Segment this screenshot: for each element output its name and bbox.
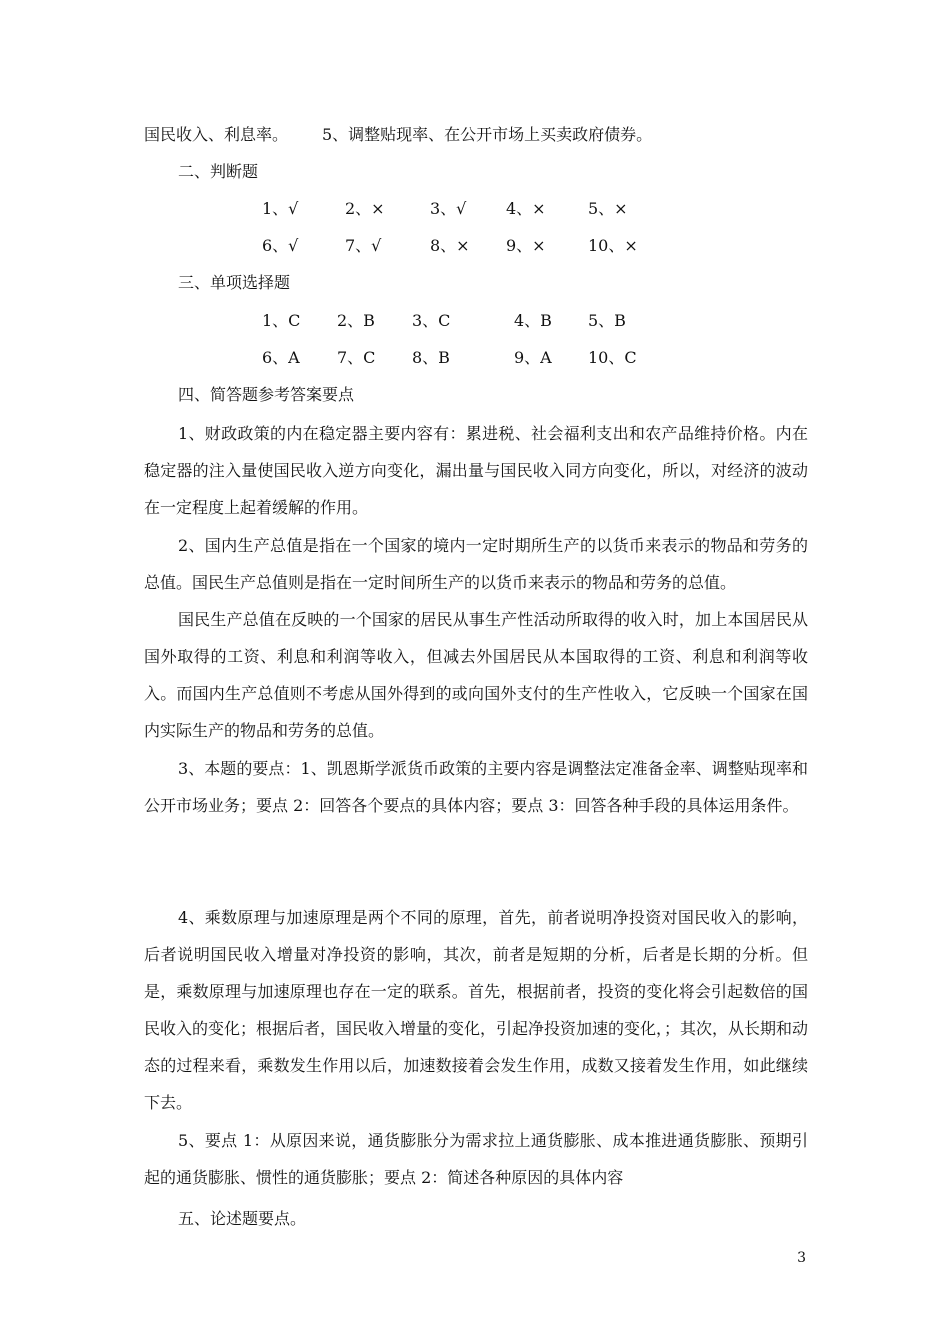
paragraph-3-text: 国民生产总值在反映的一个国家的居民从事生产性活动所取得的收入时，加上本国居民从国外取得的工资、利息和利润等收入，但减去外国居民从本国取得的工资、利息和利润等收入。而国内生产总值则不考虑从国外得到的或向国外支付的生产性收入，它反映一个国家在国内实际生产的物品和劳务的总值。 [144,610,808,740]
answer-item: 3、C [412,311,451,330]
section-3-heading: 三、单项选择题 [178,273,291,292]
answer-item: 9、× [506,236,546,255]
answer-item: 10、C [588,348,637,367]
answer-item: 6、A [262,348,300,367]
paragraph-2 [144,527,808,601]
paragraph-3 [144,601,808,749]
paragraph-1-text: 1、财政政策的内在稳定器主要内容有：累进税、社会福利支出和农产品维持价格。内在稳定器的注入量使国民收入逆方向变化，漏出量与国民收入同方向变化，所以，对经济的波动在一定程度上起着缓解的作用。 [144,424,808,517]
answer-item: 1、√ [262,199,299,218]
answer-item: 5、× [588,199,628,218]
answer-item: 10、× [588,236,638,255]
paragraph-2-text: 2、国内生产总值是指在一个国家的境内一定时期所生产的以货币来表示的物品和劳务的总值。国民生产总值则是指在一定时间所生产的以货币来表示的物品和劳务的总值。 [144,536,808,592]
answer-item: 8、× [430,236,470,255]
page-number: 3 [797,1250,806,1266]
answer-item: 9、A [514,348,552,367]
paragraph-5 [144,899,808,1121]
section-2-heading: 二、判断题 [178,162,259,181]
answer-item: 4、× [506,199,546,218]
answer-item: 7、√ [345,236,382,255]
paragraph-6 [144,1122,808,1196]
paragraph-4 [144,750,808,824]
paragraph-1 [144,415,808,526]
section-4-heading: 四、简答题参考答案要点 [178,385,355,404]
answer-item: 2、× [345,199,385,218]
paragraph-4-text: 3、本题的要点：1、凯恩斯学派货币政策的主要内容是调整法定准备金率、调整贴现率和公开市场业务；要点 2：回答各个要点的具体内容；要点 3：回答各种手段的具体运用条件。 [144,759,808,815]
answer-item: 3、√ [430,199,467,218]
answer-item: 2、B [337,311,375,330]
top-line-left: 国民收入、利息率。 [144,125,289,144]
section-5-heading: 五、论述题要点。 [178,1209,307,1228]
answer-item: 7、C [337,348,376,367]
answer-item: 5、B [588,311,626,330]
top-line-right: 5、调整贴现率、在公开市场上买卖政府债券。 [322,125,653,144]
paragraph-6-text: 5、要点 1：从原因来说，通货膨胀分为需求拉上通货膨胀、成本推进通货膨胀、预期引起的通货膨胀、惯性的通货膨胀；要点 2：简述各种原因的具体内容 [144,1131,808,1187]
answer-item: 4、B [514,311,552,330]
answer-item: 1、C [262,311,301,330]
answer-item: 8、B [412,348,450,367]
paragraph-5-text: 4、乘数原理与加速原理是两个不同的原理，首先，前者说明净投资对国民收入的影响，后者说明国民收入增量对净投资的影响，其次，前者是短期的分析，后者是长期的分析。但是，乘数原理与加速原理也存在一定的联系。首先，根据前者，投资的变化将会引起数倍的国民收入的变化；根据后者，国民收入增量的变化，引起净投资加速的变化，；其次，从长期和动态的过程来看，乘数发生作用以后，加速数接着会发生作用，成数又接着发生作用，如此继续下去。 [144,908,809,1112]
answer-item: 6、√ [262,236,299,255]
